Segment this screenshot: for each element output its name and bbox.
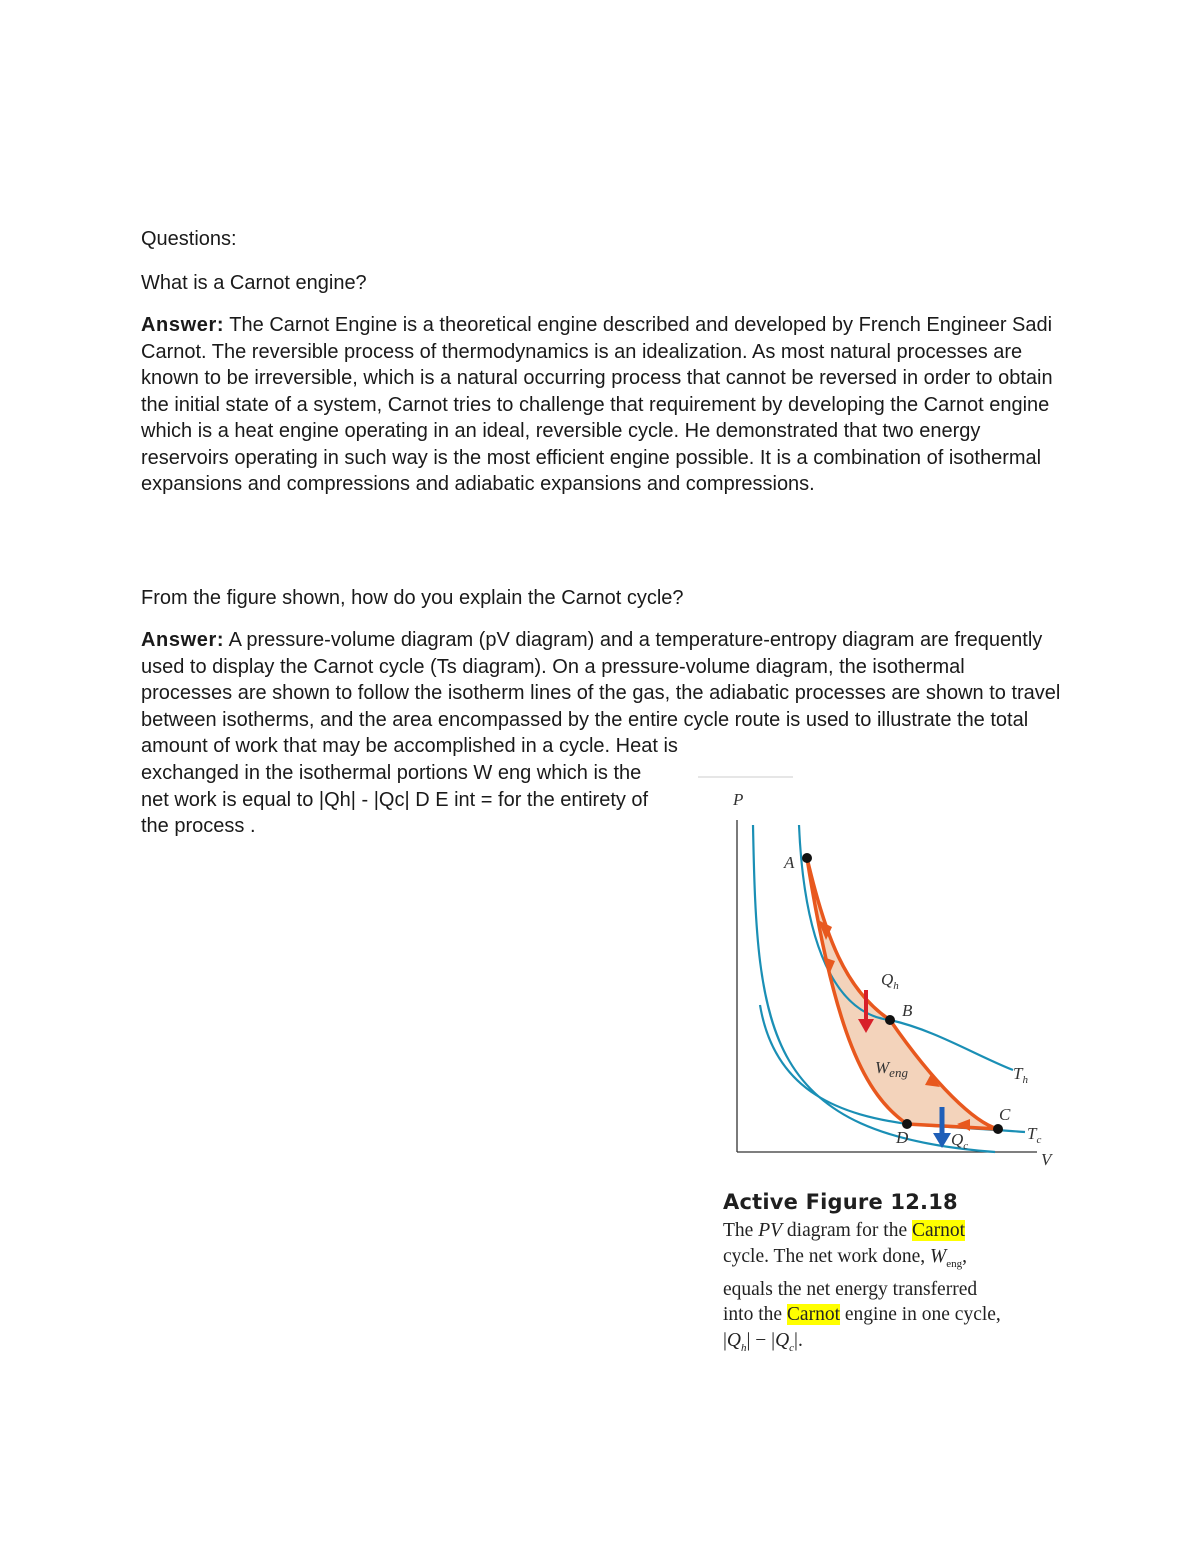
p-axis-label: P <box>733 790 744 809</box>
qh-label: $Q_h$ <box>881 970 899 992</box>
point-b-label: B <box>902 1001 913 1020</box>
answer-2 <box>141 627 1061 760</box>
questions-heading: Questions: <box>141 228 237 250</box>
caption-title: Active Figure 12.18 <box>723 1190 958 1214</box>
qc-label: $Q_c$ <box>951 1130 969 1152</box>
th-label: $T_h$ <box>1013 1064 1028 1086</box>
caption-body: The PV diagram for the Carnot cycle. The net work done, $W_{eng}$, equals the net energy transferred into the Carnot engine in one cycle, $|Q_h| - |Q_c|$. <box>723 1220 1001 1354</box>
point-a-dot <box>802 853 812 863</box>
answer-2-text: A pressure-volume diagram (pV diagram) and a temperature-entropy diagram are frequently used to display the Carnot cycle (Ts diagram). On a pressure-volume diagram, the isothermal processes are shown to follow the isotherm lines of the gas, the adiabatic processes are shown to travel between isotherms, and the area encompassed by the entire cycle route is used to illustrate the total amount of work that may be accomplished in a cycle. Heat is <box>141 629 1061 757</box>
question-1: What is a Carnot engine? <box>141 272 367 294</box>
carnot-highlight: Carnot <box>911 1220 966 1241</box>
point-a-label: A <box>784 853 795 872</box>
question-2: From the figure shown, how do you explain the Carnot cycle? <box>141 587 684 609</box>
answer-1 <box>141 312 1061 498</box>
answer-label: Answer: <box>141 314 225 336</box>
weng-label: $W_{eng}$ <box>875 1058 908 1080</box>
tc-label: $T_c$ <box>1027 1124 1042 1146</box>
carnot-highlight: Carnot <box>786 1304 840 1326</box>
figure-caption <box>723 1190 1083 1361</box>
v-axis-label: V <box>1041 1150 1052 1169</box>
carnot-pv-diagram <box>695 775 1080 1175</box>
point-c-dot <box>993 1124 1003 1134</box>
point-b-dot <box>885 1015 895 1025</box>
point-d-label: D <box>896 1128 909 1147</box>
answer-1-text: The Carnot Engine is a theoretical engine described and developed by French Engineer Sadi Carnot. The reversible process of thermodynamics is an idealization. As most natural processes are known to be irreversible, which is a natural occurring process that cannot be reversed in order to obtain the initial state of a system, Carnot tries to challenge that requirement by developing the Carnot engine which is a heat engine operating in an ideal, reversible cycle. He demonstrated that two energy reservoirs operating in such way is the most efficient engine possible. It is a combination of isothermal expansions and compressions and adiabatic expansions and compressions. <box>141 314 1053 495</box>
answer-2-continued: exchanged in the isothermal portions W eng which is the net work is equal to |Qh| - |Qc| D E int = for the entirety of the process . <box>141 762 649 837</box>
answer-label: Answer: <box>141 629 225 651</box>
point-c-label: C <box>999 1105 1011 1124</box>
